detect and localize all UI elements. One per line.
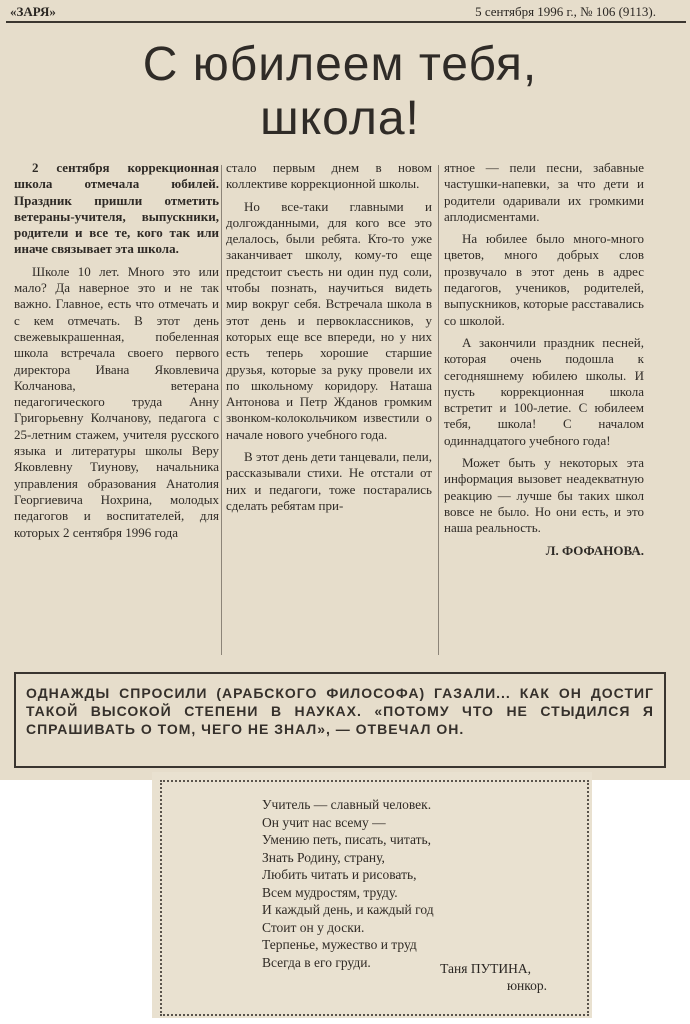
article-lead: 2 сентября коррекционная школа отмечала юбилей. Праздник пришли отметить ветераны-учителя, выпускники, родители и все те, кого так или иначе связывает эта школа. [14,160,219,257]
article-paragraph: Школе 10 лет. Много это или мало? Да наверное это и не так важно. Главное, есть что отмечать и с кем отмечать. В этот день свежевыкрашенная, побеленная школа встречала своего первого директора Ивана Яковлевича Колчанова, ветерана педагогического труда Анну Григорьевну Колчанову, педагога с 25-летним стажем, учителя русского языка и литературы школы Веру Яковлевну Тиунову, начальника управления образования Анатолия Георгиевича Нохрина, молодых педагогов и воспитателей, для которых 2 сентября 1996 года [14,263,219,540]
article-column-1 [14,160,219,547]
quote-box [14,672,666,768]
masthead [6,3,686,23]
article-paragraph: На юбилее было много-много цветов, много добрых слов прозвучало в этот день в адрес педагогов, учеников, родителей, выпускников, которые расставались со школой. [444,231,644,328]
poem-author-name: Таня ПУТИНА, [440,961,531,976]
poem [262,796,562,971]
article-column-2 [226,160,432,520]
article-paragraph: В этот день дети танцевали, пели, рассказывали стихи. Не отстали от них и педагоги, тоже постарались сделать ребятам при- [226,449,432,513]
article-paragraph: Но все-таки главными и долгожданными, для кого все это делалось, были ребята. Кто-то уже заканчивает школу, кому-то еще предстоит съесть ни один пуд соли, чтобы познать, научиться видеть мир вокруг себя. Встречала школа в этот день и первоклассников, у которых еще все впереди, но у них есть теперь хорошие старшие друзья, которые за руку провели их по школьному коридору. Наташа Антонова и Петр Жданов громким звонком-колокольчиком известили о начале нового учебного года. [226,198,432,442]
issue-date: 5 сентября 1996 г., № 106 (9113). [475,4,656,19]
column-divider [221,165,222,655]
newspaper-name: «ЗАРЯ» [10,4,56,19]
poem-line: Любить читать и рисовать, [262,867,417,882]
poem-author [440,960,547,994]
article-column-3 [444,160,644,565]
article-signature: Л. ФОФАНОВА. [545,542,644,558]
poem-line: Всем мудростям, труду. [262,884,398,900]
article-paragraph: стало первым днем в новом коллективе коррекционной школы. [226,160,432,192]
poem-line: Учитель — славный человек. [262,797,432,812]
poem-line: Стоит он у доски. [262,919,365,935]
poem-line: Знать Родину, страну, [262,849,385,865]
quote-text: ОДНАЖДЫ СПРОСИЛИ (АРАБСКОГО ФИЛОСОФА) ГАЗАЛИ... КАК ОН ДОСТИГ ТАКОЙ ВЫСОКОЙ СТЕПЕНИ В НАУКАХ. «ПОТОМУ ЧТО НЕ СТЫДИЛСЯ Я СПРАШИВАТЬ О ТОМ, ЧЕГО НЕ ЗНАЛ», — ОТВЕЧАЛ ОН. [26,685,654,737]
poem-box [160,780,589,1016]
article-paragraph: А закончили праздник песней, которая очень подошла к сегодняшнему юбилею школы. И пусть коррекционная школа встретит и 100-летие. С юбилеем тебя, школа! С началом одиннадцатого учебного года! [444,334,644,448]
poem-line: Всегда в его груди. [262,954,371,970]
poem-line: Умению петь, писать, читать, [262,832,432,847]
article-paragraph: ятное — пели песни, забавные частушки-напевки, за что дети и родители одаривали их громкими аплодисментами. [444,160,644,224]
column-divider [438,165,439,655]
article-paragraph: Может быть у некоторых эта информация вызовет неадекватную реакцию — лучше бы таких школ вовсе не было. Но они есть, и это наша реальность. [444,455,644,536]
headline: С юбилеем тебя, школа! [142,38,538,145]
poem-line: И каждый день, и каждый год [262,902,434,917]
poem-author-role: юнкор. [506,978,547,993]
poem-line: Он учит нас всему — [262,814,386,830]
poem-line: Терпенье, мужество и труд [262,937,417,952]
